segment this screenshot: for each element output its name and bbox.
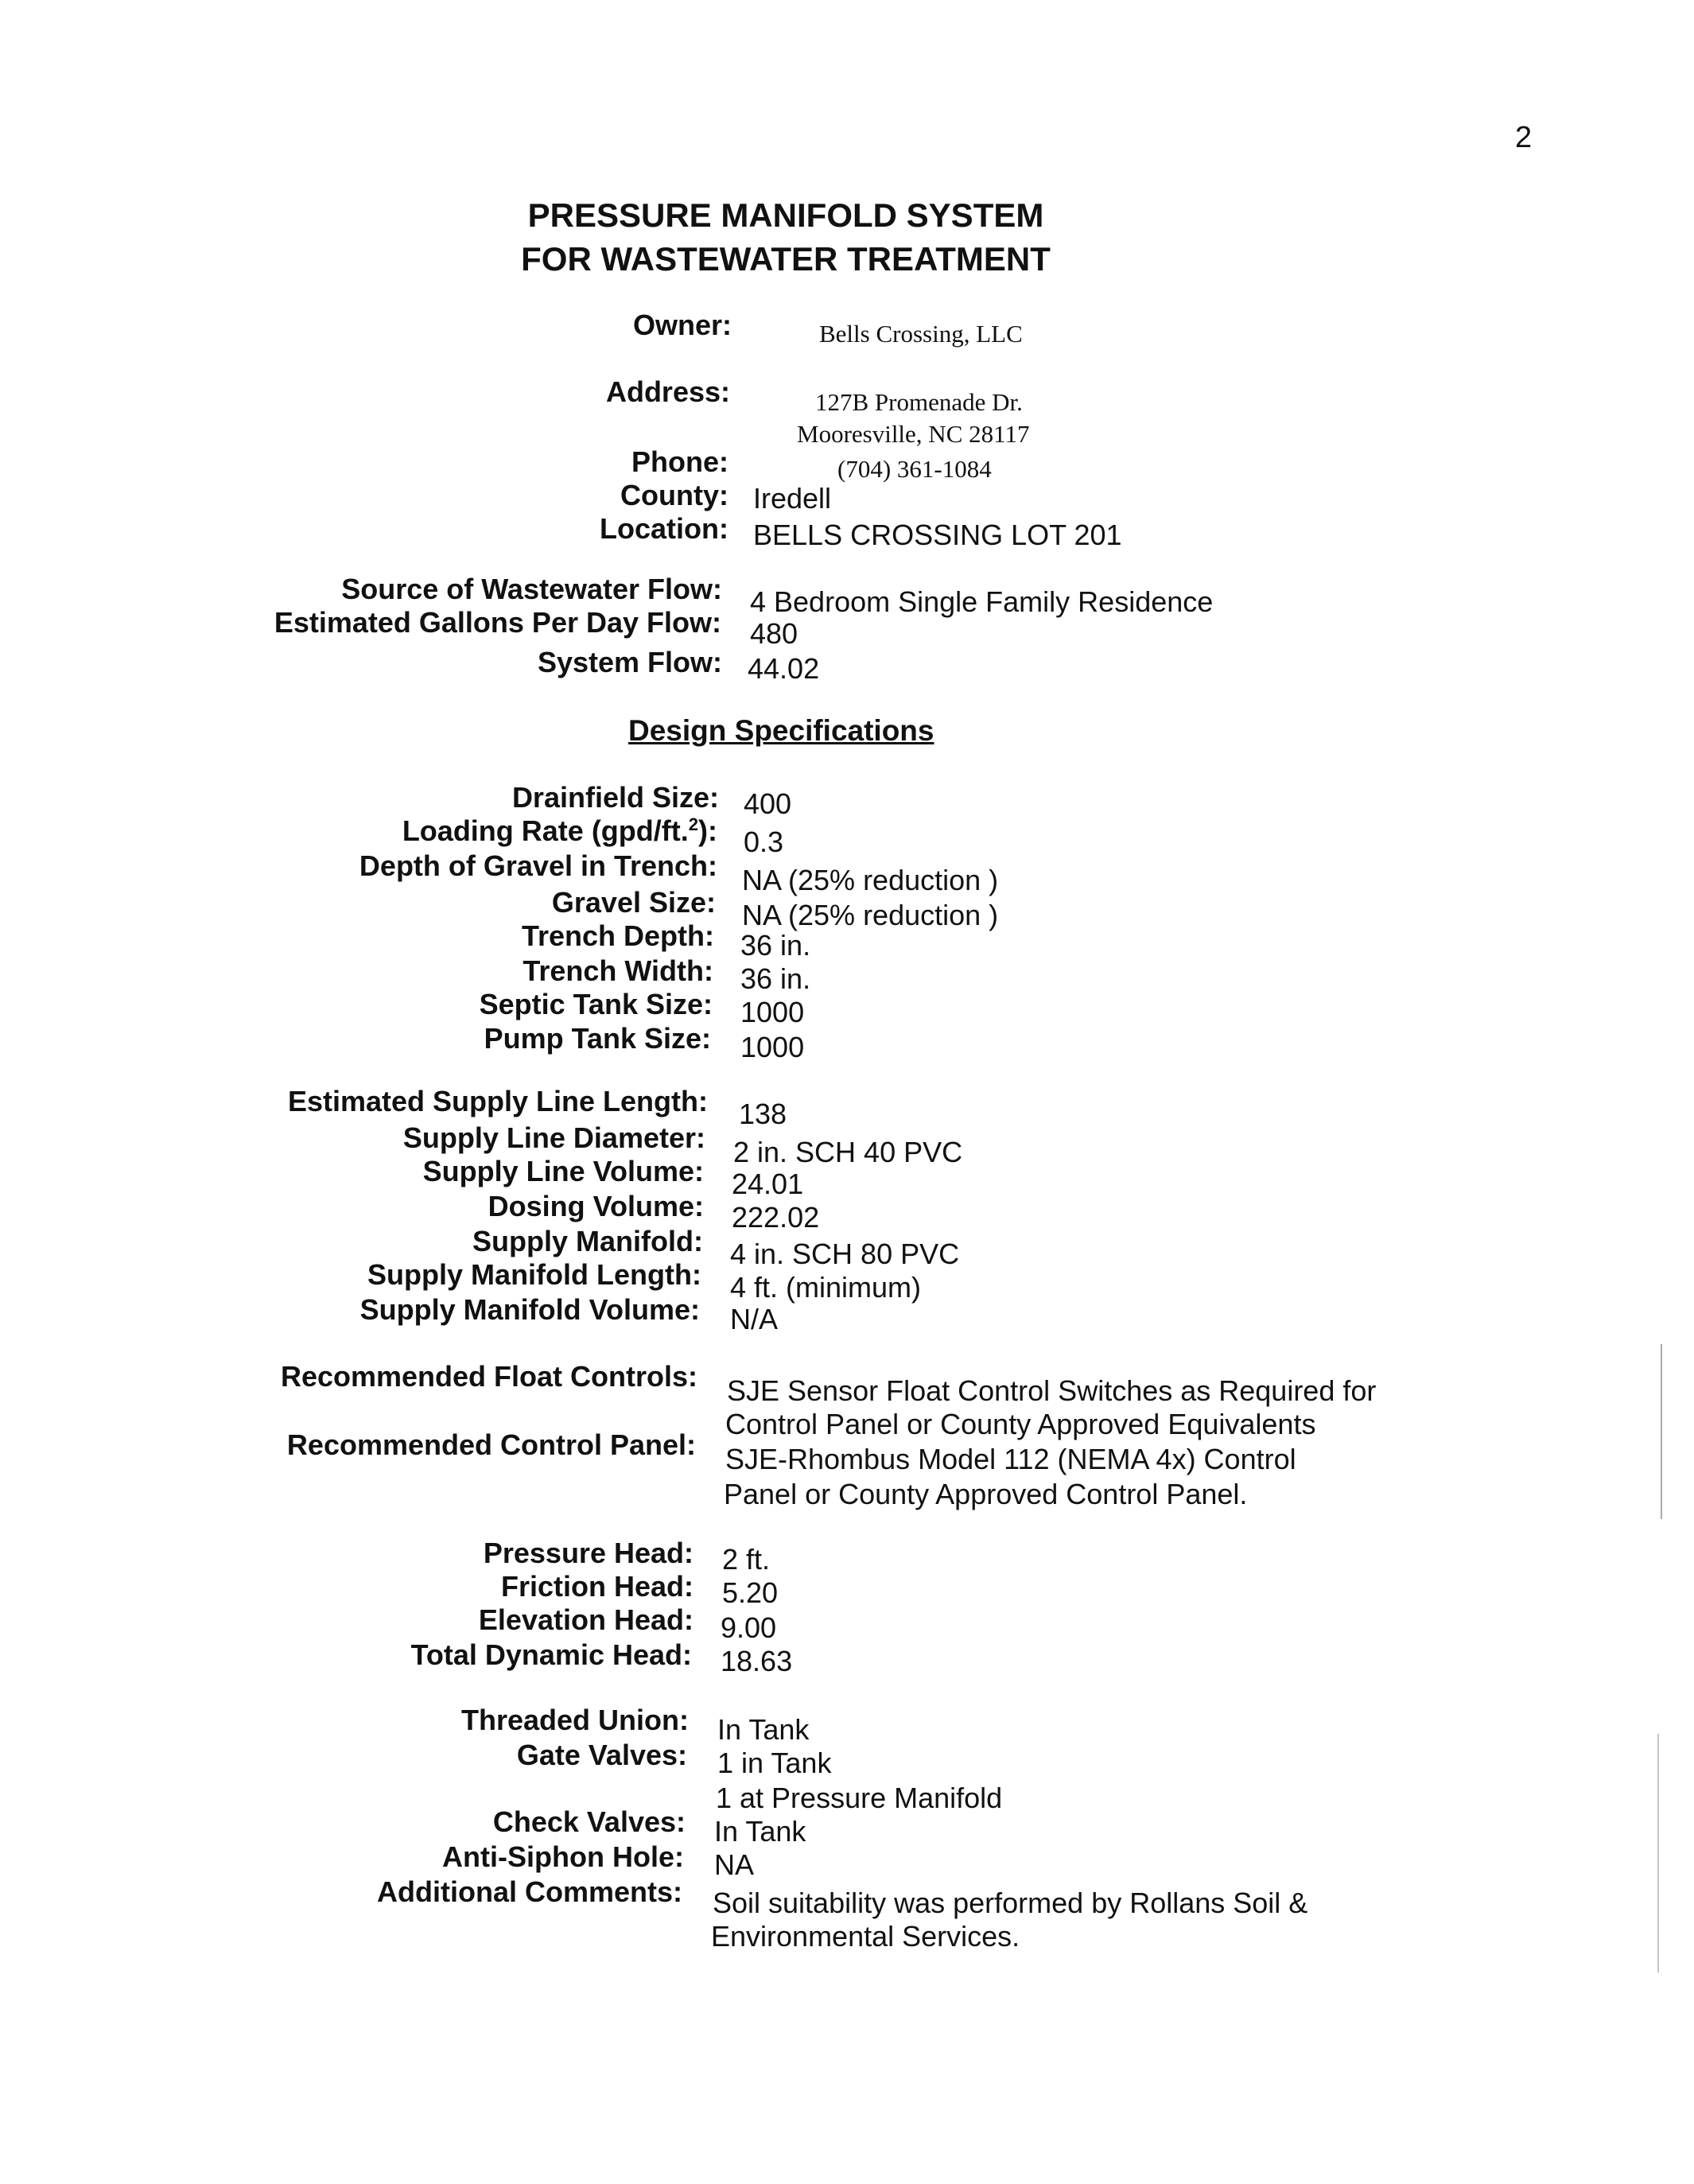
gravel-size-value: NA (25% reduction ) [742,899,999,931]
address-line-2: Mooresville, NC 28117 [797,420,1030,448]
comments-line-1: Soil suitability was performed by Rollans Soil & [713,1887,1308,1919]
anti-siphon-label: Anti-Siphon Hole: [442,1840,684,1873]
county-label: County: [620,479,728,511]
trench-depth-value: 36 in. [740,929,811,962]
gravel-depth-label: Depth of Gravel in Trench: [359,849,717,882]
trench-depth-label: Trench Depth: [521,919,714,952]
trench-width-label: Trench Width: [523,954,713,987]
supply-manifold-value: 4 in. SCH 80 PVC [730,1238,960,1270]
threaded-union-value: In Tank [717,1713,810,1746]
pressure-head-label: Pressure Head: [483,1537,694,1569]
anti-siphon-value: NA [714,1848,755,1881]
scan-edge-mark [1661,1344,1662,1519]
friction-head-label: Friction Head: [500,1570,694,1603]
drainfield-label: Drainfield Size: [511,781,719,814]
gravel-depth-value: NA (25% reduction ) [742,864,999,896]
float-controls-line-2: Control Panel or County Approved Equivalents [725,1408,1316,1440]
control-panel-line-2: Panel or County Approved Control Panel. [724,1478,1248,1510]
loading-rate-value: 0.3 [744,826,784,858]
supply-diameter-label: Supply Line Diameter: [402,1121,705,1154]
supply-diameter-value: 2 in. SCH 40 PVC [733,1136,963,1168]
manifold-length-label: Supply Manifold Length: [367,1258,701,1291]
septic-tank-value: 1000 [740,996,805,1028]
phone-label: Phone: [631,445,728,478]
control-panel-line-1: SJE-Rhombus Model 112 (NEMA 4x) Control [725,1443,1296,1475]
supply-volume-value: 24.01 [732,1168,804,1200]
source-flow-value: 4 Bedroom Single Family Residence [750,585,1214,618]
location-value: BELLS CROSSING LOT 201 [753,519,1122,551]
drainfield-value: 400 [744,787,792,820]
location-label: Location: [600,512,728,545]
title-line-2: FOR WASTEWATER TREATMENT [521,240,1051,278]
scan-edge-mark [1657,1734,1659,1972]
comments-line-2: Environmental Services. [711,1920,1020,1953]
design-specifications-heading: Design Specifications [628,714,934,747]
gravel-size-label: Gravel Size: [551,886,716,919]
trench-width-value: 36 in. [740,962,811,995]
page-number: 2 [1515,121,1533,154]
phone-value: (704) 361-1084 [837,455,992,483]
pump-tank-value: 1000 [740,1031,805,1063]
float-controls-line-1: SJE Sensor Float Control Switches as Required for [727,1374,1377,1407]
gate-valves-line-2: 1 at Pressure Manifold [716,1782,1003,1814]
threaded-union-label: Threaded Union: [461,1704,689,1736]
pressure-head-value: 2 ft. [722,1543,771,1576]
dosing-volume-label: Dosing Volume: [488,1190,704,1222]
source-flow-label: Source of Wastewater Flow: [341,573,722,605]
gate-valves-line-1: 1 in Tank [717,1747,832,1779]
supply-manifold-label: Supply Manifold: [472,1225,703,1257]
supply-length-value: 138 [739,1098,787,1130]
total-head-value: 18.63 [721,1645,793,1677]
control-panel-label: Recommended Control Panel: [286,1428,696,1461]
manifold-length-value: 4 ft. (minimum) [730,1271,922,1304]
supply-length-label: Estimated Supply Line Length: [287,1085,708,1117]
title-line-1: PRESSURE MANIFOLD SYSTEM [527,196,1044,234]
county-value: Iredell [753,482,832,515]
check-valves-label: Check Valves: [492,1805,686,1838]
address-line-1: 127B Promenade Dr. [815,388,1023,416]
check-valves-value: In Tank [714,1815,806,1848]
manifold-volume-value: N/A [730,1303,779,1335]
elevation-head-label: Elevation Head: [478,1603,694,1636]
system-flow-label: System Flow: [537,646,722,678]
supply-volume-label: Supply Line Volume: [422,1155,704,1187]
gate-valves-label: Gate Valves: [516,1739,687,1771]
gpd-flow-value: 480 [750,617,798,650]
manifold-volume-label: Supply Manifold Volume: [359,1293,700,1326]
loading-rate-label: Loading Rate (gpd/ft.$^2$): [402,814,717,847]
pump-tank-label: Pump Tank Size: [484,1022,711,1055]
address-label: Address: [605,375,730,408]
friction-head-value: 5.20 [722,1576,779,1609]
comments-label: Additional Comments: [377,1875,682,1908]
system-flow-value: 44.02 [748,652,820,685]
dosing-volume-value: 222.02 [732,1201,820,1234]
septic-tank-label: Septic Tank Size: [479,988,713,1020]
gpd-flow-label: Estimated Gallons Per Day Flow: [274,606,721,639]
owner-value: Bells Crossing, LLC [819,320,1023,348]
owner-label: Owner: [632,309,732,341]
elevation-head-value: 9.00 [721,1611,777,1644]
float-controls-label: Recommended Float Controls: [280,1360,697,1393]
total-head-label: Total Dynamic Head: [410,1638,692,1671]
